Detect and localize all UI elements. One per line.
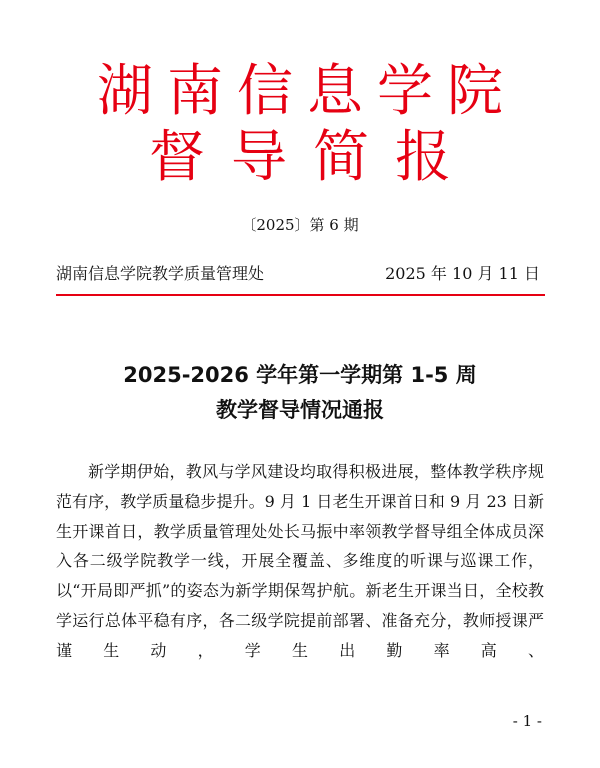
masthead-subtitle: 督导简报 xyxy=(149,125,477,190)
issue-date: 2025 年 10 月 11 日 xyxy=(385,264,540,283)
issuer-name: 湖南信息学院教学质量管理处 xyxy=(56,264,265,283)
red-divider xyxy=(56,294,545,296)
report-body-paragraph: 新学期伊始，教风与学风建设均取得积极进展，整体教学秩序规范有序，教学质量稳步提升。9 月 1 日老生开课首日和 9 月 23 日新生开课首日，教学质量管理处处长马振中率领教学督导组全体成员深入各二级学院教学一线，开展全覆盖、多维度的听课与巡课工作，以“开局即严抓”的姿态为新学期保驾护航。新老生开课当日，全校教学运行总体平稳有序，各二级学院提前部署、准备充分，教师授课严谨生动，学生出勤率高、 xyxy=(56,462,544,660)
page-number: - 1 - xyxy=(512,712,542,730)
report-title-line1: 2025-2026 学年第一学期第 1-5 周 xyxy=(123,363,477,387)
masthead-title: 湖南信息学院 xyxy=(97,59,517,124)
issuer-row xyxy=(56,262,540,286)
issue-number: 〔2025〕第 6 期 xyxy=(241,216,359,234)
report-title-line2: 教学督导情况通报 xyxy=(216,398,384,422)
